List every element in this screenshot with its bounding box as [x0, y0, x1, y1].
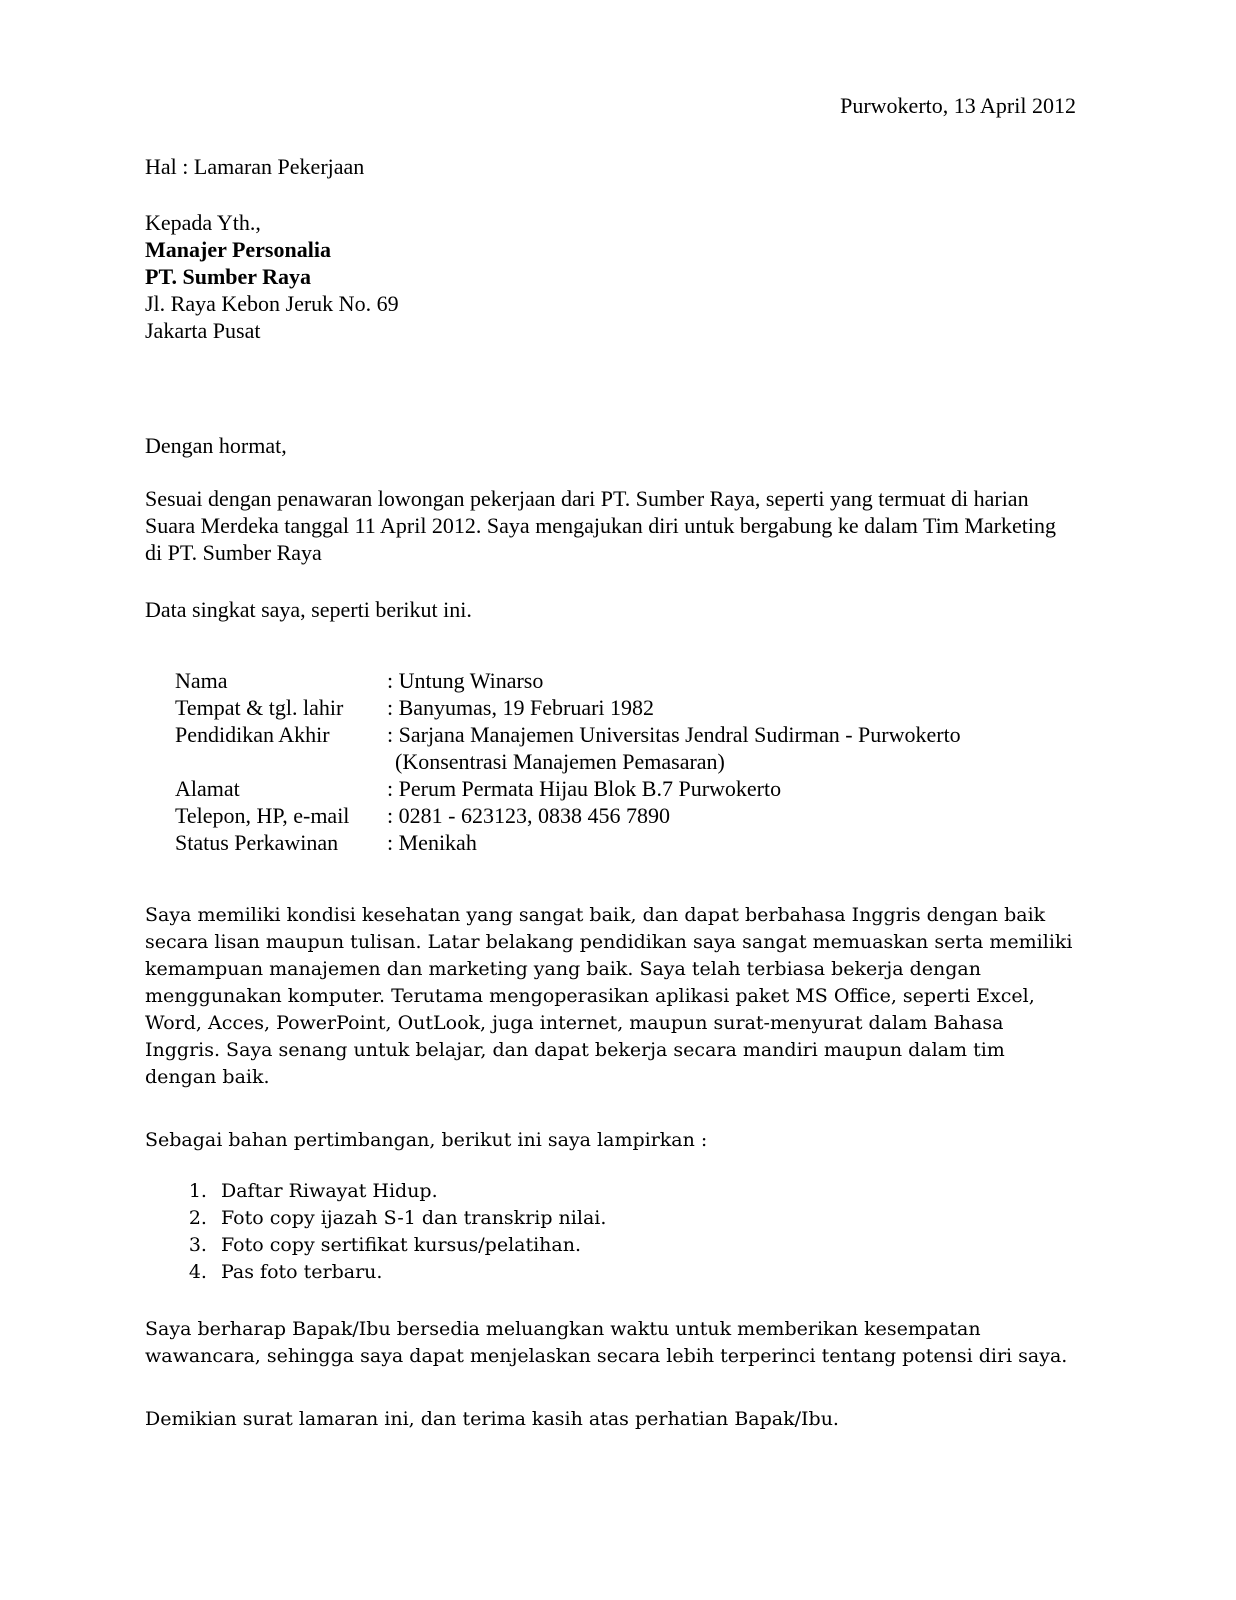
- biodata-row-pendidikan: [175, 721, 1076, 775]
- recipient-salutation: Kepada Yth.,: [145, 210, 261, 235]
- biodata-label: Status Perkawinan: [175, 830, 339, 855]
- biodata-row-status: [175, 829, 1076, 856]
- intro-paragraph: Sesuai dengan penawaran lowongan pekerjaan dari PT. Sumber Raya, seperti yang termuat di harian Suara Merdeka tanggal 11 April 2012. Saya mengajukan diri untuk bergabung ke dalam Tim Marketing di PT. Sumber Raya: [145, 486, 1056, 565]
- opening-salutation: Dengan hormat,: [145, 433, 287, 458]
- attachment-item: 4. Pas foto terbaru.: [213, 1259, 1076, 1286]
- closing-paragraph: Demikian surat lamaran ini, dan terima kasih atas perhatian Bapak/Ibu.: [145, 1408, 839, 1430]
- biodata-row-alamat: [175, 775, 1076, 802]
- biodata-row-telepon: [175, 802, 1076, 829]
- date-line: Purwokerto, 13 April 2012: [840, 93, 1076, 118]
- attachments-list: [181, 1178, 1076, 1286]
- recipient-name: Manajer Personalia: [145, 237, 331, 262]
- subject-line: Hal : Lamaran Pekerjaan: [145, 154, 365, 179]
- biodata-row-nama: [175, 667, 1076, 694]
- biodata-label: Alamat: [175, 776, 240, 801]
- interview-paragraph: Saya berharap Bapak/Ibu bersedia meluangkan waktu untuk memberikan kesempatan wawancara, sehingga saya dapat menjelaskan secara lebih terperinci tentang potensi diri saya.: [145, 1318, 1068, 1367]
- biodata-label: Pendidikan Akhir: [175, 722, 330, 747]
- biodata-value: : 0281 - 623123, 0838 456 7890: [387, 803, 670, 828]
- biodata-value: : Perum Permata Hijau Blok B.7 Purwokerto: [387, 776, 782, 801]
- attachments-intro: Sebagai bahan pertimbangan, berikut ini saya lampirkan :: [145, 1129, 708, 1151]
- biodata-table: [175, 667, 1076, 856]
- recipient-block: [145, 209, 1076, 344]
- biodata-value: : Untung Winarso: [387, 668, 544, 693]
- biodata-value: : Menikah: [387, 830, 477, 855]
- data-intro-paragraph: Data singkat saya, seperti berikut ini.: [145, 597, 472, 622]
- biodata-value: : Banyumas, 19 Februari 1982: [387, 695, 655, 720]
- biodata-value: [387, 721, 1076, 775]
- biodata-value-line1: : Sarjana Manajemen Universitas Jendral Sudirman - Purwokerto: [387, 722, 961, 747]
- attachment-item: 3. Foto copy sertifikat kursus/pelatihan.: [213, 1232, 1076, 1259]
- recipient-company: PT. Sumber Raya: [145, 264, 312, 289]
- biodata-value-line2: (Konsentrasi Manajemen Pemasaran): [395, 749, 725, 774]
- recipient-city: Jakarta Pusat: [145, 318, 261, 343]
- recipient-street: Jl. Raya Kebon Jeruk No. 69: [145, 291, 399, 316]
- qualifications-paragraph: Saya memiliki kondisi kesehatan yang sangat baik, dan dapat berbahasa Inggris dengan baik secara lisan maupun tulisan. Latar belakang pendidikan saya sangat memuaskan serta memiliki kemampuan manajemen dan marketing yang baik. Saya telah terbiasa bekerja dengan menggunakan komputer. Terutama mengoperasikan aplikasi paket MS Office, seperti Excel, Word, Acces, PowerPoint, OutLook, juga internet, maupun surat-menyurat dalam Bahasa Inggris. Saya senang untuk belajar, dan dapat bekerja secara mandiri maupun dalam tim dengan baik.: [145, 904, 1073, 1088]
- attachment-item: 1. Daftar Riwayat Hidup.: [213, 1178, 1076, 1205]
- biodata-label: Telepon, HP, e-mail: [175, 803, 350, 828]
- biodata-row-tempat-tgl-lahir: [175, 694, 1076, 721]
- biodata-label: Nama: [175, 668, 228, 693]
- attachment-item: 2. Foto copy ijazah S-1 dan transkrip nilai.: [213, 1205, 1076, 1232]
- biodata-label: Tempat & tgl. lahir: [175, 695, 344, 720]
